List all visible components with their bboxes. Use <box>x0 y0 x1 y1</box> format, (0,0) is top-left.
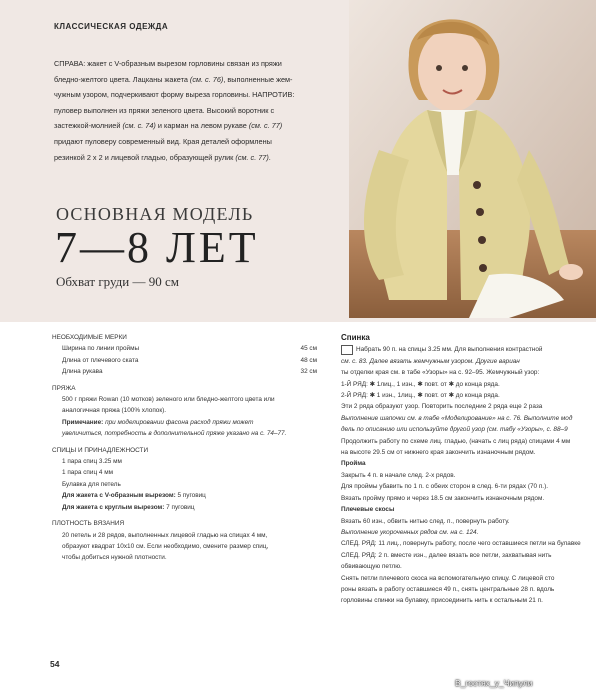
yarn-title: ПРЯЖА <box>52 384 76 392</box>
back-line: Набрать 90 п. на спицы 3.25 мм. Для выполнения контрастной <box>341 344 596 355</box>
yarn-note-line: увеличиться, потребность в дополнительной пряже указано на с. 74–77. <box>62 430 287 438</box>
materials-column <box>52 332 317 569</box>
needles-block <box>52 445 317 513</box>
yarn-note: Примечание: при моделировании фасона расход пряжи может <box>62 418 254 426</box>
needles-line: 1 пара спиц 4 мм <box>62 469 114 477</box>
measure-row: Длина от плечевого ската 48 см <box>62 356 317 364</box>
intro-line: пуловер выполнен из пряжи зеленого цвета. Высокий воротник с <box>54 105 275 115</box>
shoulder-line: горловины спинки на булавку, присоединить нить к остальным 21 п. <box>341 597 543 605</box>
gauge-block <box>52 518 317 564</box>
shoulder-line: Вязать 60 изн., обвить нитью след. п., повернуть работу. <box>341 517 510 525</box>
back-line: на высоте 29.5 см от нижнего края закончить изнаночным рядом. <box>341 449 536 457</box>
back-line: 2-Й РЯД: ✱ 1 изн., 1лиц., ✱ повт. от ✱ до конца ряда. <box>341 392 500 400</box>
back-line: Эти 2 ряда образуют узор. Повторить последние 2 ряда еще 2 раза <box>341 403 543 411</box>
measure-row: Ширина по линии проймы 45 см <box>62 345 317 353</box>
back-line: Выполнение шапочки см. в табе «Моделирование» на с. 76. Выполните мод <box>341 414 573 422</box>
needles-line: 1 пара спиц 3.25 мм <box>62 458 122 466</box>
photo-illustration <box>349 0 596 318</box>
chest-size: Обхват груди — 90 см <box>56 274 179 289</box>
gauge-line: образуют квадрат 10х10 см. Если необходимо, смените размер спиц, <box>62 542 269 550</box>
back-title: Спинка <box>341 333 370 342</box>
shoulder-line: Снять петли плечевого скоса на вспомогательную спицу. С лицевой сто <box>341 574 555 582</box>
needles-line: Булавка для петель <box>62 480 121 488</box>
shoulder-line: СЛЕД. РЯД: 2 п. вместе изн., далее вязать все петли, захватывая нить <box>341 551 552 559</box>
watermark: В_гостях_у_Чипули <box>455 678 533 688</box>
shoulder-line: роны вязать в работу оставшиеся 49 п., снять центральные 28 п. вдоль <box>341 585 555 593</box>
gauge-line: чтобы добиться нужной плотности. <box>62 554 167 562</box>
yarn-line: аналогичная пряжа (100% хлопок). <box>62 407 167 415</box>
intro-line: СПРАВА: жакет с V-образным вырезом горловины связан из пряжи <box>54 59 282 68</box>
age-heading: 7—8 ЛЕТ <box>55 223 259 272</box>
gauge-line: 20 петель и 28 рядов, выполненных лицевой гладью на спицах 4 мм, <box>62 531 268 539</box>
stitch-marker-icon <box>341 345 353 355</box>
intro-line: застежкой-молнией (см. с. 74) и карман на левом рукаве (см. с. 77) <box>54 121 283 131</box>
yarn-line: 500 г пряжи Rowan (10 мотков) зеленого или бледно-желтого цвета или <box>62 396 275 404</box>
intro-caption <box>54 56 344 165</box>
armhole-line: Вязать пройму прямо и через 18.5 см закончить изнаночным рядом. <box>341 494 545 502</box>
photo-child-jacket <box>349 0 596 318</box>
buttons-round: Для жакета с круглым вырезом: 7 пуговиц <box>62 503 195 511</box>
yarn-block <box>52 383 317 440</box>
back-instructions <box>341 332 596 607</box>
intro-line: резинкой 2 х 2 и лицевой гладью, образующей рулик (см. с. 77). <box>54 152 271 162</box>
page-number: 54 <box>50 659 60 669</box>
intro-line: придают пуловеру современный вид. Края деталей оформлены <box>54 136 272 146</box>
back-line: см. с. 83. Далее вязать жемчужным узором. Другие вариан <box>341 357 520 365</box>
buttons-vneck: Для жакета с V-образным вырезом: 5 пуговиц <box>62 492 206 500</box>
shoulder-line: СЛЕД. РЯД: 11 лиц., повернуть работу, после чего оставшиеся петли на булавке <box>341 540 581 548</box>
armhole-line: Закрыть 4 п. в начале след. 2-х рядов. <box>341 471 456 479</box>
measures-block <box>52 332 317 378</box>
armhole-title: Пройма <box>341 460 366 468</box>
intro-line: чужным узором, подчеркивают форму выреза горловины. НАПРОТИВ: <box>54 90 295 100</box>
measure-row: Длина рукава 32 см <box>62 368 317 376</box>
back-line: Продолжить работу по схеме лиц. гладью, (начать с лиц ряда) спицами 4 мм <box>341 437 571 445</box>
intro-line: бледно-желтого цвета. Лацканы жакета (см. с. 76), выполненные жем- <box>54 74 293 84</box>
section-title: КЛАССИЧЕСКАЯ ОДЕЖДА <box>54 22 169 31</box>
needles-title: СПИЦЫ И ПРИНАДЛЕЖНОСТИ <box>52 446 149 454</box>
gauge-title: ПЛОТНОСТЬ ВЯЗАНИЯ <box>52 520 125 528</box>
back-line: 1-Й РЯД: ✱ 1лиц., 1 изн., ✱ повт. от ✱ до конца ряда. <box>341 380 500 388</box>
shoulder-line: обвивающую петлю. <box>341 563 402 571</box>
back-line: ты отделки края см. в табе «Узоры» на с. 92–95. Жемчужный узор: <box>341 369 540 377</box>
shoulder-title: Плечевые скосы <box>341 506 395 514</box>
shoulder-line: Выполнение укороченных рядов см. на с. 124. <box>341 528 479 536</box>
measures-title: НЕОБХОДИМЫЕ МЕРКИ <box>52 334 127 341</box>
armhole-line: Для проймы убавить по 1 п. с обеих сторон в след. 6-ти рядах (70 п.). <box>341 483 548 491</box>
model-subtitle: ОСНОВНАЯ МОДЕЛЬ <box>56 204 254 224</box>
back-line: дель по описанию или используйте другой узор (см. табу «Узоры», с. 88–9 <box>341 426 568 434</box>
